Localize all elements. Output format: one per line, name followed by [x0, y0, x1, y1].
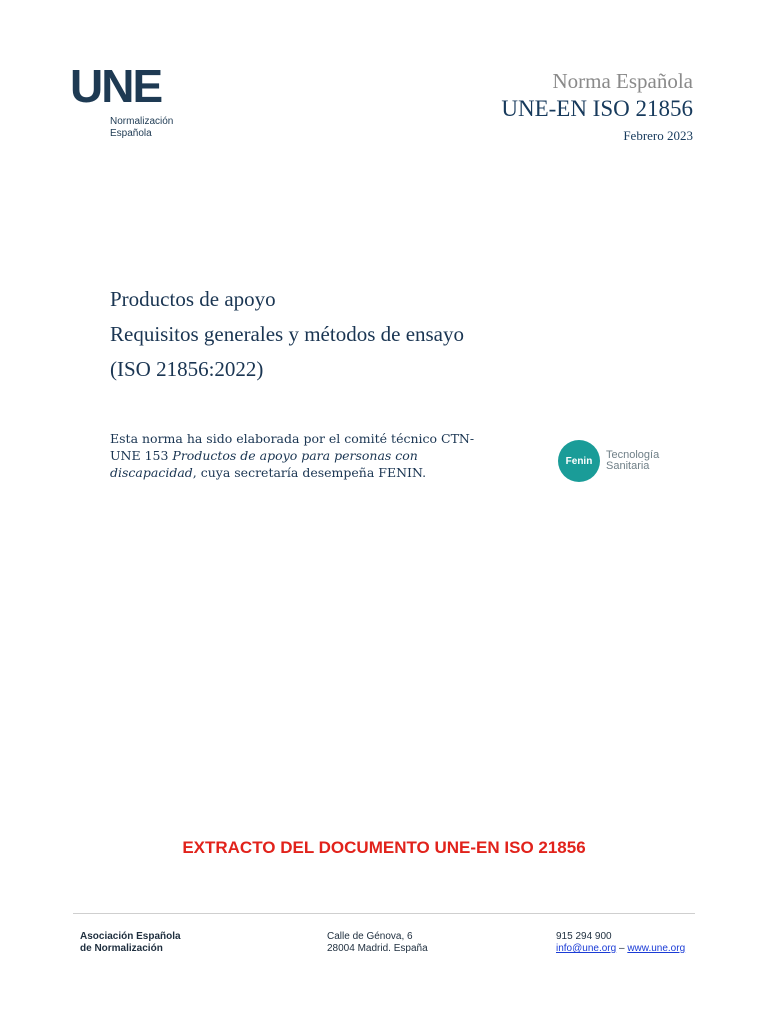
une-tagline-line2: Española	[110, 128, 152, 139]
footer-address	[327, 931, 428, 955]
email-link[interactable]: info@une.org	[556, 943, 617, 954]
footer-org-line2: de Normalización	[80, 943, 163, 954]
footer-contact	[556, 931, 685, 955]
title-line-2: Requisitos generales y métodos de ensayo	[110, 322, 465, 346]
extract-banner: EXTRACTO DEL DOCUMENTO UNE-EN ISO 21856	[182, 838, 586, 857]
title-line-1: Productos de apoyo	[110, 287, 276, 311]
une-logo	[70, 60, 180, 144]
committee-text-part2: , cuya secretaría desempeña FENIN.	[192, 465, 427, 480]
fenin-word-2: Sanitaria	[606, 460, 650, 472]
committee-name-italic: Productos de apoyo para personas con discapacidad	[110, 448, 418, 480]
fenin-logo	[558, 440, 659, 482]
footer-link-separator: –	[616, 943, 628, 954]
title-line-3: (ISO 21856:2022)	[110, 357, 264, 381]
standard-code: UNE-EN ISO 21856	[501, 96, 693, 121]
footer-organization	[80, 931, 181, 955]
footer-address-line1: Calle de Génova, 6	[327, 931, 413, 942]
committee-statement	[110, 430, 490, 481]
fenin-word-1: Tecnología	[606, 449, 660, 461]
document-title	[110, 282, 464, 387]
footer-org-line1: Asociación Española	[80, 931, 181, 942]
publication-date: Febrero 2023	[623, 128, 693, 143]
norma-label: Norma Española	[552, 69, 693, 93]
website-link[interactable]: www.une.org	[627, 943, 686, 954]
footer-address-line2: 28004 Madrid. España	[327, 943, 428, 954]
committee-text-part1: Esta norma ha sido elaborada por el comité técnico CTN-UNE 153	[110, 431, 475, 463]
footer-links	[556, 943, 685, 955]
une-tagline-line1: Normalización	[110, 116, 174, 127]
footer-divider	[73, 913, 695, 914]
une-tagline	[110, 116, 180, 140]
une-wordmark: UNE	[70, 60, 162, 112]
footer-phone: 915 294 900	[556, 931, 612, 942]
fenin-circle-icon: Fenin	[558, 440, 600, 482]
fenin-wordmark	[606, 450, 659, 472]
standard-header	[501, 68, 693, 146]
